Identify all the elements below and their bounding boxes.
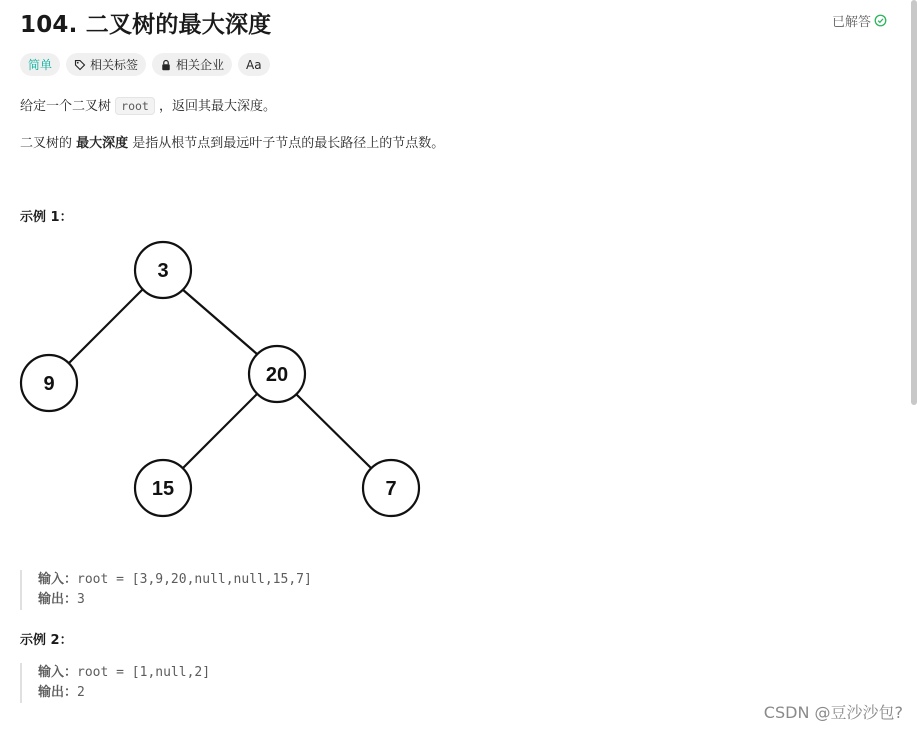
inline-code-root: root	[115, 97, 155, 115]
vertical-scrollbar[interactable]	[911, 0, 917, 405]
binary-tree-diagram	[0, 230, 440, 530]
related-companies-button[interactable]	[152, 53, 232, 76]
csdn-watermark: CSDN @豆沙沙包?	[763, 703, 903, 722]
tree-node-7-label: 7	[385, 478, 397, 500]
output-label: 输出：	[38, 592, 78, 607]
related-companies-label: 相关企业	[176, 58, 225, 72]
example-2-input-line	[38, 663, 210, 683]
example-2-heading: 示例 2：	[20, 633, 73, 648]
lock-icon	[160, 59, 172, 71]
desc1-after: ，返回其最大深度。	[154, 99, 276, 114]
related-tags-button[interactable]	[66, 53, 146, 76]
edge-20-15	[183, 394, 257, 468]
tree-node-20-label: 20	[265, 364, 289, 386]
max-depth-term: 最大深度	[76, 136, 129, 151]
desc1-before: 给定一个二叉树	[20, 99, 116, 114]
output-label: 输出：	[38, 685, 78, 700]
desc2-before: 二叉树的	[20, 136, 77, 151]
edge-3-9	[69, 289, 143, 363]
font-size-toggle-button[interactable]	[238, 53, 270, 76]
related-tags-label: 相关标签	[90, 58, 139, 72]
example-2-io-block	[20, 663, 210, 703]
tag-icon	[74, 59, 86, 71]
output-value: 2	[77, 685, 85, 700]
input-value: root = [1,null,2]	[77, 665, 211, 680]
example-1-heading: 示例 1：	[20, 210, 73, 225]
check-circle-icon	[874, 14, 887, 27]
edge-3-20	[182, 289, 257, 354]
tree-node-3-label: 3	[157, 260, 169, 282]
tree-node-15-label: 15	[151, 478, 175, 500]
input-value: root = [3,9,20,null,null,15,7]	[77, 572, 312, 587]
problem-title: 104. 二叉树的最大深度	[20, 12, 272, 38]
example-1-input-line	[38, 570, 312, 590]
description-line-2	[20, 132, 444, 151]
input-label: 输入：	[38, 665, 78, 680]
tree-node-9-label: 9	[43, 373, 55, 395]
example-2-output-line	[38, 683, 210, 703]
example-1-output-line	[38, 590, 312, 610]
tag-row	[20, 53, 270, 76]
difficulty-label: 简单	[28, 58, 53, 72]
solved-label: 已解答	[832, 15, 872, 30]
input-label: 输入：	[38, 572, 78, 587]
example-1-io-block	[20, 570, 312, 610]
font-size-icon: Aa	[246, 57, 262, 72]
desc2-after: 是指从根节点到最远叶子节点的最长路径上的节点数。	[128, 136, 445, 151]
description-line-1	[20, 95, 276, 114]
output-value: 3	[77, 592, 85, 607]
difficulty-badge[interactable]	[20, 53, 60, 76]
solved-status	[832, 11, 887, 30]
edge-20-7	[296, 394, 371, 468]
